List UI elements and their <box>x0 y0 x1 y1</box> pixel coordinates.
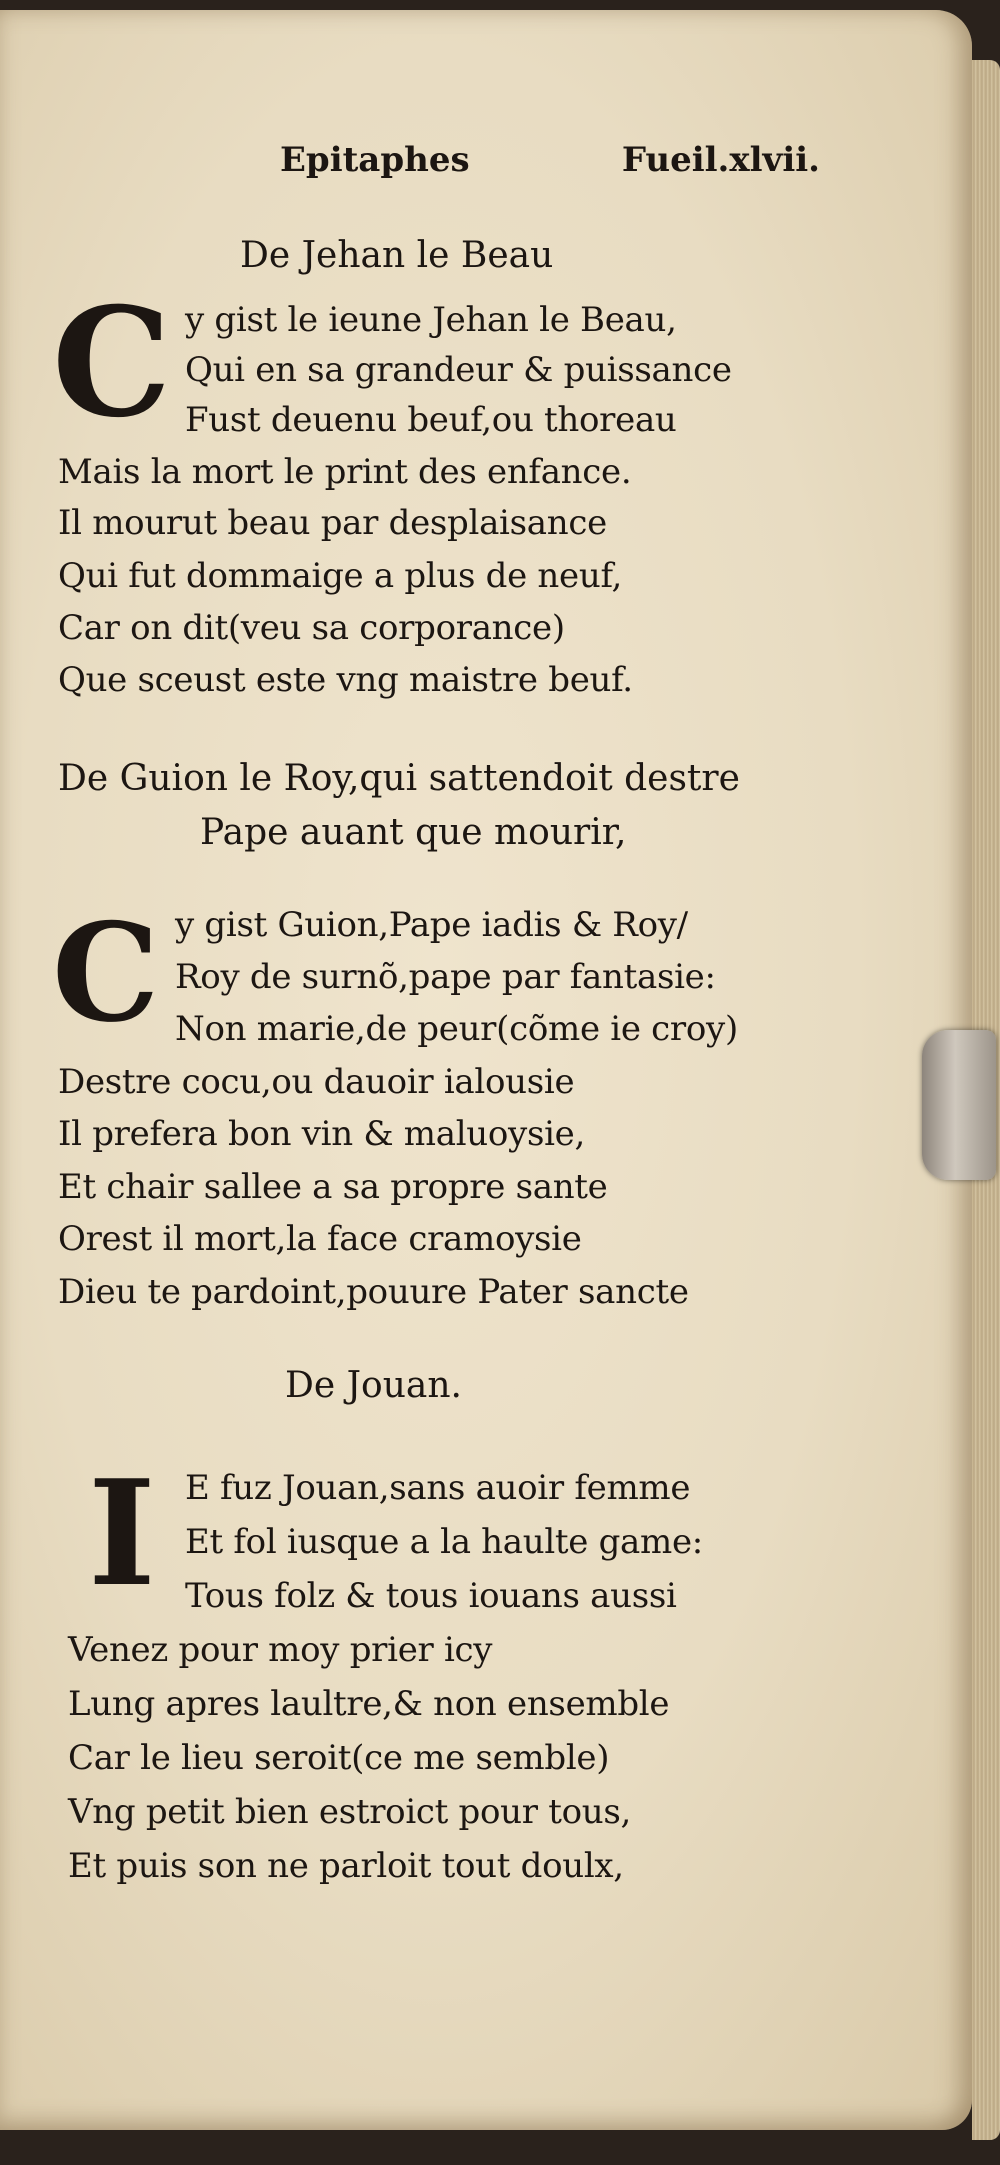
verse-line: Vng petit bien estroict pour tous, <box>68 1792 632 1832</box>
verse-line: Non marie,de peur(cõme ie croy) <box>175 1009 738 1049</box>
verse-line: E fuz Jouan,sans auoir femme <box>185 1468 691 1508</box>
verse-line: Fust deuenu beuf,ou thoreau <box>185 400 677 440</box>
verse-line: Qui en sa grandeur & puissance <box>185 350 732 390</box>
verse-line: Roy de surnõ,pape par fantasie: <box>175 957 716 997</box>
book-clasp <box>922 1030 996 1180</box>
header-left: Epitaphes <box>280 140 470 180</box>
poem-title-continued: Pape auant que mourir, <box>200 812 627 853</box>
verse-line: Tous folz & tous iouans aussi <box>185 1576 677 1616</box>
header-folio: Fueil.xlvii. <box>621 140 820 180</box>
verse-line: Orest il mort,la face cramoysie <box>58 1219 582 1259</box>
verse-line: Qui fut dommaige a plus de neuf, <box>58 556 623 596</box>
verse-line: Mais la mort le print des enfance. <box>58 452 632 492</box>
verse-line: Il prefera bon vin & maluoysie, <box>58 1114 585 1154</box>
verse-line: Que sceust este vng maistre beuf. <box>58 660 633 700</box>
verse-line: Dieu te pardoint,pouure Pater sancte <box>58 1272 689 1312</box>
verse-line: Venez pour moy prier icy <box>68 1630 493 1670</box>
drop-capital: I <box>88 1449 156 1619</box>
verse-line: Il mourut beau par desplaisance <box>58 503 607 543</box>
verse-line: Car le lieu seroit(ce me semble) <box>68 1738 610 1778</box>
running-header <box>280 140 820 190</box>
drop-capital: C <box>52 893 160 1052</box>
verse-line: Et chair sallee a sa propre sante <box>58 1167 608 1207</box>
verse-line: Et fol iusque a la haulte game: <box>185 1522 703 1562</box>
verse-line: Destre cocu,ou dauoir ialousie <box>58 1062 575 1102</box>
verse-line: Et puis son ne parloit tout doulx, <box>68 1846 624 1886</box>
drop-capital: C <box>52 275 172 451</box>
poem-title: De Guion le Roy,qui sattendoit destre <box>58 758 740 799</box>
poem-title: De Jehan le Beau <box>240 235 554 276</box>
verse-line: y gist le ieune Jehan le Beau, <box>185 300 677 340</box>
verse-line: Lung apres laultre,& non ensemble <box>68 1684 670 1724</box>
verse-line: Car on dit(veu sa corporance) <box>58 608 565 648</box>
verse-line: y gist Guion,Pape iadis & Roy/ <box>175 905 688 945</box>
poem-title: De Jouan. <box>285 1365 462 1406</box>
